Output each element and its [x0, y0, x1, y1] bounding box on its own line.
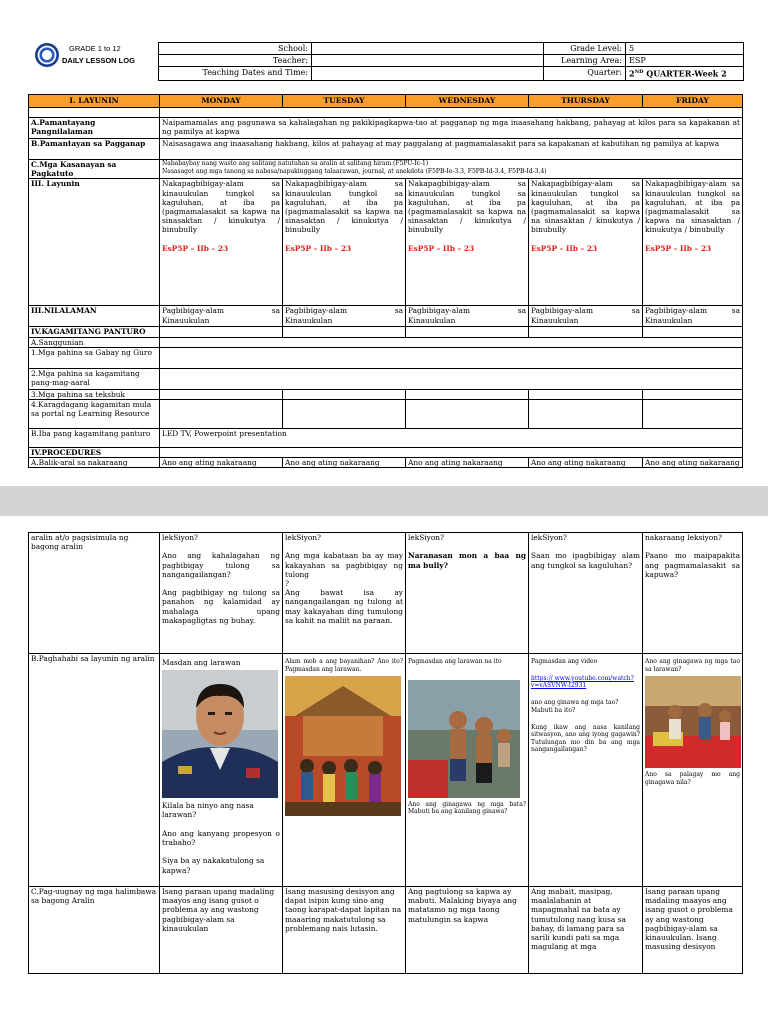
layunin-wednesday: Nakapagbibigay-alam sa kinauukulan tungkol sa kaguluhan, at iba pa (pagmamalasakit sa kapwa na sinasaktan / kinukutya / binubully EsP5P – IIb – 23: [406, 179, 529, 306]
bayanihan-painting: [285, 676, 401, 816]
iba-text: LED TV, Powerpoint presentation: [160, 429, 743, 448]
kagamitang-pahina-label: 2.Mga pahina sa kagamitang pang-mag-aaral: [29, 368, 160, 389]
row2-tuesday: Alam mob a ang bayanihan? Ano ito? Pagmasdan ang larawan.: [283, 654, 406, 887]
karagdagang-label: 4.Karagdagang kagamitan mula sa portal ng Learning Resource: [29, 400, 160, 429]
kasanayan-line-1: Nababaybay nang wasto ang salitang natutuhan sa aralin at salitang hiram (F5PU-Ic-1): [162, 160, 429, 167]
empty-cell: [160, 448, 743, 458]
grade-range-title: GRADE 1 to 12: [69, 44, 121, 53]
empty-cell: [160, 368, 743, 389]
row1-friday: nakaraang leksiyon? Paano mo maipapakita ang pagmamalasakit sa kapuwa?: [643, 533, 743, 654]
empty-cell: [283, 400, 406, 429]
balik-aral-friday: Ano ang ating nakaraang: [643, 458, 743, 468]
empty-cell: [643, 327, 743, 337]
nilalaman-label: III.NILALAMAN: [29, 306, 160, 327]
teaching-dates-value: [312, 67, 544, 81]
lesson-table-page-1: [28, 94, 743, 468]
balik-aral-label: A.Balik-aral sa nakaraang: [29, 458, 160, 468]
row1-thursday: lekSiyon? Saan mo ipagbibigay alam ang tungkol sa kaguluhan?: [529, 533, 643, 654]
document-page-1: [0, 0, 768, 486]
nilalaman-tuesday: Pagbibigay-alam sa Kinauukulan: [283, 306, 406, 327]
pagganap-label: B.Pamantayan sa Pagganap: [29, 139, 160, 160]
quarter-label: Quarter:: [544, 67, 626, 81]
row3-wednesday: Ang pagtulong sa kapwa ay mabuti. Malaking biyaya ang matatamo ng mga taong matulungin sa kapwa: [406, 887, 529, 974]
empty-cell: [529, 389, 643, 399]
kagamitan-label: IV.KAGAMITANG PANTURO: [29, 327, 160, 337]
empty-cell: [643, 400, 743, 429]
nilalaman-monday: Pagbibigay-alam sa Kinauukulan: [160, 306, 283, 327]
school-label: School:: [159, 43, 312, 55]
empty-cell: [529, 400, 643, 429]
empty-cell: [283, 327, 406, 337]
row2-wednesday: Pagmasdan ang larawan na ito Ano ang ginagawa ng mga bata? Mabuti ba ang kanilang ginawa?: [406, 654, 529, 887]
row2-thursday: Pagmasdan ang video https:// www.youtube.com/watch? v=vASVNW-I2931 ano ang ginawa ng mga tao? Mabuti ba ito? Kung ikaw ang nasa kanilang sitwasyon, ano ang iyong gagawin? Tutulungan mo din ba ang mga nangangailangan?: [529, 654, 643, 887]
pag-uugnay-label: C.Pag-uugnay ng mga halimbawa sa bagong Aralin: [29, 887, 160, 974]
empty-cell: [160, 347, 743, 368]
nilalaman-wednesday: Pagbibigay-alam sa Kinauukulan: [406, 306, 529, 327]
people-helping-photo: [645, 676, 741, 768]
kasanayan-text: [160, 160, 743, 179]
kasanayan-label: C.Mga Kasanayan sa Pagkatuto: [29, 160, 160, 179]
row2-monday: Masdan ang larawan Kilala ba ninyo ang nasa larawan? Ano ang kanyang propesyon o trabaho? Siya ba ay nakakatulong sa kapwa?: [160, 654, 283, 887]
column-header-friday: FRIDAY: [643, 95, 743, 108]
balik-aral-thursday: Ano ang ating nakaraang: [529, 458, 643, 468]
empty-cell: [406, 327, 529, 337]
paghahabi-label: B.Paghahabi sa layunin ng aralin: [29, 654, 160, 887]
sanggunian-label: A.Sanggunian: [29, 337, 160, 347]
empty-cell: [406, 400, 529, 429]
teacher-label: Teacher:: [159, 55, 312, 67]
empty-cell: [529, 327, 643, 337]
layunin-friday: Nakapagbibigay-alam sa kinauukulan tungkol sa kaguluhan, at iba pa (pagmamalasakit sa kapwa na sinasaktan / kinukutya / binubully EsP5P – IIb – 23: [643, 179, 743, 306]
row3-monday: Isang paraan upang madaling maayos ang isang gusot o problema ay ang wastong pagbibigay-alam sa kinauukulan: [160, 887, 283, 974]
quarter-value: 2ND QUARTER-Week 2: [626, 67, 744, 81]
document-page-2: [0, 516, 768, 1024]
school-value: [312, 43, 544, 55]
row1-monday: lekSiyon? Ano ang kahalagahan ng pagbibigay tulong sa nangangailangan? Ang pagbibigay ng tulong sa panahon ng kalamidad ay mahalaga upang makapagligtas ng buhay.: [160, 533, 283, 654]
teksbuk-label: 3.Mga pahina sa teksbuk: [29, 389, 160, 399]
learning-area-label: Learning Area:: [544, 55, 626, 67]
header-info-table: [158, 42, 744, 81]
pamantayang-text: Naipamamalas ang pagunawa sa kahalagahan ng pakikipagkapwa-tao at pagganap ng mga inaasahang hakbang, pahayag at kilos para sa kapakanan at ng pamilya at kapwa: [160, 118, 743, 139]
grade-level-label: Grade Level:: [544, 43, 626, 55]
empty-cell: [283, 389, 406, 399]
row1-tuesday: lekSiyon? Ang mga kabataan ba ay may kakayahan sa pagbibigay ng tulong ? Ang bawat isa ay nangangailangan ng tulong at may kakayahan ding tumulong sa kahit na maliit na paraan.: [283, 533, 406, 654]
nilalaman-friday: Pagbibigay-alam sa Kinauukulan: [643, 306, 743, 327]
deped-seal-logo: [35, 43, 59, 67]
row3-thursday: Ang mabait, masipag, maalalahanin at mapagmahal na bata ay tumutulong nang kusa sa bahay, di lamang para sa sarili kundi pati sa mga magulang at mga: [529, 887, 643, 974]
layunin-tuesday: Nakapagbibigay-alam sa kinauukulan tungkol sa kaguluhan, at iba pa (pagmamalasakit sa kapwa na sinasaktan / kinukutya / binubully EsP5P – IIb – 23: [283, 179, 406, 306]
learning-area-value: ESP: [626, 55, 744, 67]
row3-friday: Isang paraan upang madaling maayos ang isang gusot o problema ay ang wastong pagbibigay-alam sa kinauukulan. Isang masusing desisyon: [643, 887, 743, 974]
empty-cell: [406, 389, 529, 399]
empty-cell: [643, 389, 743, 399]
column-header-layunin: I. LAYUNIN: [29, 95, 160, 108]
children-playing-photo: [408, 680, 520, 798]
layunin-thursday: Nakapagbibigay-alam sa kinauukulan tungkol sa kaguluhan, at iba pa (pagmamalasakit sa kapwa na sinasaktan / kinukutya / binubully EsP5P – IIb – 23: [529, 179, 643, 306]
nilalaman-thursday: Pagbibigay-alam sa Kinauukulan: [529, 306, 643, 327]
iba-label: B.Iba pang kagamitang panturo: [29, 429, 160, 448]
lesson-table-page-2: [28, 532, 743, 974]
empty-cell: [160, 327, 283, 337]
pagsisimula-label: aralin at/o pagsisimula ng bagong aralin: [29, 533, 160, 654]
daily-lesson-log-title: DAILY LESSON LOG: [62, 56, 135, 65]
layunin-label: III. Layunin: [29, 179, 160, 306]
column-header-tuesday: TUESDAY: [283, 95, 406, 108]
empty-cell: [160, 400, 283, 429]
teacher-value: [312, 55, 544, 67]
gabay-label: 1.Mga pahina sa Gabay ng Guro: [29, 347, 160, 368]
teaching-dates-label: Teaching Dates and Time:: [159, 67, 312, 81]
kasanayan-line-2: Nasasagot ang mga tanong sa nabasa/napakinggang talaarawan, journal, at anekdota (F5PB-Ie-3.3, F5PB-Id-3.4, F5PB-Id-3.4): [162, 167, 547, 175]
youtube-video-link[interactable]: https:// www.youtube.com/watch? v=vASVNW-I2931: [531, 674, 634, 690]
pamantayang-label: A.Pamantayang Pangnilalaman: [29, 118, 160, 139]
balik-aral-wednesday: Ano ang ating nakaraang: [406, 458, 529, 468]
spacer-cell: [160, 108, 743, 118]
column-header-wednesday: WEDNESDAY: [406, 95, 529, 108]
police-officer-photo: [162, 670, 278, 798]
empty-cell: [160, 389, 283, 399]
balik-aral-monday: Ano ang ating nakaraang: [160, 458, 283, 468]
procedures-label: IV.PROCEDURES: [29, 448, 160, 458]
balik-aral-tuesday: Ano ang ating nakaraang: [283, 458, 406, 468]
row3-tuesday: Isang masusing desisyon ang dapat isipin kung sino ang taong karapat-dapat lapitan na maaaring makatutulong sa problemang nais lutasin.: [283, 887, 406, 974]
grade-level-value: 5: [626, 43, 744, 55]
column-header-thursday: THURSDAY: [529, 95, 643, 108]
layunin-monday: Nakapagbibigay-alam sa kinauukulan tungkol sa kaguluhan, at iba pa (pagmamalasakit sa kapwa na sinasaktan / kinukutya / binubully EsP5P – IIb – 23: [160, 179, 283, 306]
empty-cell: [160, 337, 743, 347]
row2-friday: Ano ang ginagawa ng mga tao sa larawan? Ano sa palagay mo ang ginagawa nila?: [643, 654, 743, 887]
spacer-cell: [29, 108, 160, 118]
row1-wednesday: lekSiyon? Naranasan mon a baa ng ma bully?: [406, 533, 529, 654]
column-header-monday: MONDAY: [160, 95, 283, 108]
pagganap-text: Naisasagawa ang inaasahang hakbang, kilos at pahayag at may paggalang at pagmamalasakit para sa kapakanan at kabutihan ng pamilya at kapwa: [160, 139, 743, 160]
